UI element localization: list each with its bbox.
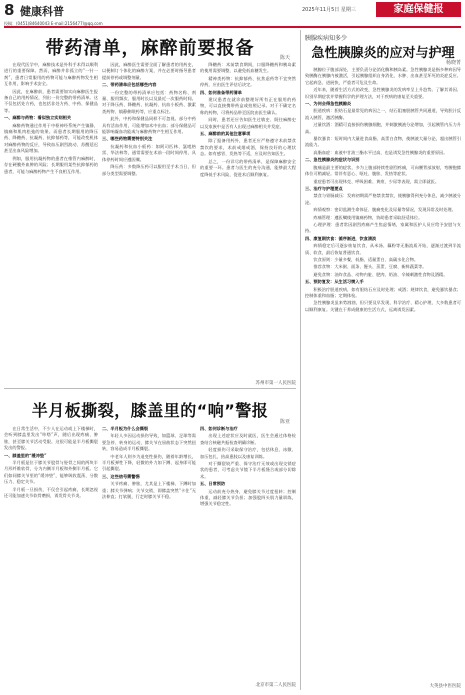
page-header: [0, 0, 465, 20]
body-paragraph: 过量饮酒：酒精可直接损伤胰腺细胞，并刺激胰液分泌增加，引起胰管内压力升高。: [305, 122, 461, 134]
page-section-name: 健康科普: [20, 5, 64, 18]
body-paragraph: 降糖药：术前禁食期间，口服降糖药和胰岛素的使用需要调整，以避免低血糖发生。: [200, 62, 296, 74]
article2-column-2: [102, 426, 196, 688]
article1-column-2: [102, 62, 196, 387]
body-paragraph: 麻醉药物通过作用于中枢神经系统产生镇静、镇痛和肌肉松弛的效果。而患者长期服用的降压药、降糖药、抗凝药、抗抑郁药等，可能改变机体对麻醉药物的反应，导致血压剧烈波动、苏醒延迟甚至出血风险增加。: [4, 122, 98, 154]
section-subheading: 一、麻醉与药物：看似独立实则相关: [4, 115, 72, 121]
body-paragraph: 在日常生活中，不少人在运动或上下楼梯时，会听到膝盖里发出“咔嗒”声，随后出现疼痛、肿胀，甚至膝关节活动受限。这很可能是半月板撕裂发出的警报。: [4, 426, 98, 451]
article3-byline: 杨晓菁: [445, 60, 461, 66]
article1-title: 带药清单，麻醉前要报备: [45, 38, 255, 59]
body-paragraph: 推荐食物：大米粥、面条、馒头、蒸蛋、豆腐、新鲜蔬菜等。: [313, 264, 427, 270]
body-paragraph: 饮食原则：少量多餐，低脂、适量蛋白、高碳水化合物。: [313, 256, 419, 262]
page-number: 8: [4, 1, 15, 19]
section-subheading: 五、日常预防: [200, 481, 226, 487]
body-paragraph: 中老年人则多为退变性损伤，随着年龄增长，半月板弹性下降，轻微的外力如下蹲、起身即可能引起撕裂。: [102, 453, 196, 472]
contact-line: 投稿：(0451)84640043 E-mail:2156477l@qq.com: [4, 21, 103, 26]
article1-byline: 陈天: [279, 55, 290, 61]
section-subheading: 三、这些信号需警惕: [102, 473, 140, 479]
section-subheading: 四、如何准备带药清单: [200, 89, 242, 95]
body-paragraph: 此外，中药和保健品同样不可忽视。部分中药具有活血作用，可能增加术中出血；部分保健品可能影响凝血功能或与麻醉药物产生相互作用。: [102, 116, 196, 135]
body-paragraph: 急性胰腺炎虽来势汹汹，但只要及早发现、科学治疗、精心护理，大多数患者可以顺利康复。关键在于养成健康的生活方式，远离诱发因素。: [305, 300, 461, 312]
article1-source: 苏州市第一人民医院: [255, 381, 296, 386]
body-paragraph: 积极治疗胆道疾病，如有胆结石应及时处理；戒酒；规律饮食，避免暴饮暴食；控制体重和血脂；定期体检。: [305, 286, 461, 298]
date-line: 2025年11月5日 星期三: [302, 7, 356, 13]
article3-title: 急性胰腺炎的应对与护理: [311, 46, 455, 61]
body-paragraph: 关节疼痛、肿胀，尤其是上下楼梯、下蹲时加重；膝关节弹响；关节交锁，即膝盖突然“卡住”无法伸直；打软腿，行走时膝关节不稳。: [102, 481, 196, 500]
body-paragraph: 精神类药物：抗抑郁药、抗焦虑药等不宜突然停药，应由医生评估后决定。: [200, 75, 296, 88]
article2-column-1: [4, 426, 98, 688]
body-paragraph: 一份完整的带药清单应包括：药物名称、剂量、服用频次、服用时长以及最近一次服药时间。对于降压药、降糖药、抗凝药、抗血小板药、激素类药物、镇静催眠药等，应重点标注。: [102, 89, 196, 114]
article2-column-3: [200, 426, 296, 681]
article1-column-1: [4, 62, 98, 387]
article3-kicker: 胰腺疾病知多少: [305, 35, 348, 42]
body-paragraph: 因此，麻醉医生需要全面了解患者的用药史，以便制订个体化的麻醉方案，并在必要时指导患者提前停药或调整剂量。: [102, 62, 196, 80]
body-paragraph: 总之，一份详尽的带药清单，是保障麻醉安全的重要一环。患者与医生的充分沟通，能够最大程度降低手术风险，促进术后顺利康复。: [200, 158, 296, 177]
body-paragraph: 避免食物：油炸食品、动物内脏、肥肉、奶油、辛辣刺激性食物及酒精。: [313, 271, 448, 277]
section-subheading: 一、膝盖里的“缓冲垫”: [4, 452, 47, 458]
body-paragraph: 降压药：多数降压药可以服用至手术当日，但部分类型需要调整。: [102, 164, 196, 176]
body-paragraph: 出现上述症状应及时就医，医生会通过体格检查结合核磁共振检查明确诊断。: [200, 433, 296, 445]
body-paragraph: 暴饮暴食：短时间内大量进食高脂、高蛋白食物，使胰液大量分泌，超出胰管引流能力。: [305, 136, 461, 148]
body-paragraph: 病情观察：密切监测生命体征、腹痛变化及尿量等情况，发现异常及时处理。: [313, 207, 456, 213]
body-paragraph: 对于撕裂较严重、保守治疗无效或出现交锁症状的患者，可考虑关节镜下半月板缝合或部分切除术。: [200, 461, 296, 479]
body-paragraph: 近年来，随着生活方式的改变，急性胰腺炎的发病率呈上升趋势。了解其诱因、识别早期症状并掌握科学的护理方法，对于疾病的康复至关重要。: [305, 87, 461, 99]
body-paragraph: 疼痛管理：遵医嘱使用镇痛药物，协助患者采取舒适体位。: [313, 214, 423, 220]
body-paragraph: 胰腺位于腹部深处，主要负责分泌消化酶和胰岛素。急性胰腺炎是指多种病因导致胰酶在胰腺内被激活，引起胰腺组织自身消化、水肿、出血甚至坏死的炎症反应。它起病急、进展快，严重者可危及生命。: [305, 67, 461, 85]
body-paragraph: 半月板是位于膝关节股骨与胫骨之间的两块半月形纤维软骨，分为内侧半月板和外侧半月板。它们如同膝关节里的“缓冲垫”，能够吸收震荡、分散压力、稳定关节。: [4, 460, 98, 485]
section-subheading: 三、哪些药物需要特别关注: [102, 136, 153, 142]
body-paragraph: 建议患者在就诊前整理好所有正在服用的药物，可以直接携带药盒或拍照记录。对于不确定名称的药物，可将药品带至医院由医生确认。: [200, 97, 296, 115]
body-paragraph: 同时，患者还应告知医生过敏史、既往麻醉史以及家族中是否有人出现过麻醉相关并发症。: [200, 117, 296, 129]
body-paragraph: 腹痛是最主要的症状，多为上腹部持续性剧烈疼痛，可向腰背部放射，弯腰抱膝体位可稍减轻。常伴有恶心、呕吐、腹胀、发热等症状。: [305, 164, 461, 177]
body-paragraph: 禁食与胃肠减压：发病初期需严格禁食禁饮，使胰腺得到充分休息，减少胰液分泌。: [305, 193, 461, 205]
body-paragraph: 半月板一旦损伤，不仅会引起疼痛，长期忽视还可能加速关节软骨磨损，诱发骨关节炎。: [4, 486, 98, 499]
section-subheading: 二、带药清单应包括哪些内容: [102, 82, 157, 88]
section-subheading: 五、预防复发：从生活习惯入手: [305, 279, 364, 285]
section-subheading: 四、如何诊断与治疗: [200, 426, 238, 431]
newspaper-brand: 家庭保健报: [376, 2, 461, 17]
column-divider: [300, 30, 301, 690]
body-paragraph: 除了报备用药外，患者还应严格遵守术前禁食禁饮的要求，术前戒烟戒酒，保持良好的心理状态。如有感冒、发热等不适，应及时告知医生。: [200, 138, 296, 157]
body-paragraph: 胆道疾病：胆结石是最常见的病因之一，结石阻塞胆胰管共同通道，导致胆汁反流入胰管，激活胰酶。: [305, 108, 461, 120]
article3-body: [305, 67, 461, 680]
body-paragraph: 在现代医学中，麻醉技术是外科手术得以顺利进行的重要保障。然而，麻醉并非孤立的“一针一剂”，患者日常服用的药物可能与麻醉药物发生相互作用，影响手术安全。: [4, 62, 98, 87]
article3-source: 大英县中医医院: [429, 684, 461, 689]
body-paragraph: 抗凝药和抗血小板药：如阿司匹林、氯吡格雷、华法林等，通常需要在术前一段时间停用，具体停药时间应遵医嘱。: [102, 143, 196, 162]
body-paragraph: 重症患者可出现休克、呼吸困难、黄疸、少尿等表现，需立即就医。: [313, 178, 440, 184]
section-subheading: 二、半月板为什么会撕裂: [102, 426, 149, 431]
section-subheading: 五、麻醉前的其他注意事项: [200, 131, 251, 137]
body-paragraph: 心理护理：患者常因剧烈疼痛产生焦虑情绪，家属和医护人员应给予安慰与支持。: [305, 221, 461, 234]
section-subheading: 二、急性胰腺炎的症状与识别: [305, 157, 360, 163]
article-divider: [4, 388, 296, 389]
header-rule: [4, 26, 461, 28]
article1-column-3: [200, 62, 296, 380]
body-paragraph: 因此，在麻醉前，患者需要如实向麻醉医生报备自己的用药情况，列出一份完整的带药清单。这不仅包括处方药，也包括非处方药、中药、保健品等。: [4, 88, 98, 113]
body-paragraph: 高脂血症：血液中甘油三酯水平过高，也是诱发急性胰腺炎的重要原因。: [313, 149, 448, 155]
section-subheading: 一、为何会得急性胰腺炎: [305, 101, 352, 107]
section-subheading: 四、康复期饮食：循序渐进，饮食清淡: [305, 235, 377, 241]
body-paragraph: 病情稳定后可逐步恢复饮食，从米汤、藕粉等无脂流质开始，逐渐过渡到半流质、软食，最后恢复普通饮食。: [305, 243, 461, 255]
body-paragraph: 轻度损伤可采取保守治疗，包括休息、冰敷、加压包扎、抬高患肢以及康复训练。: [200, 447, 296, 459]
body-paragraph: 年轻人多因运动损伤导致，如篮球、足球等需要急停、转身的运动，膝关节在屈曲状态下突然扭转，容易造成半月板撕裂。: [102, 433, 196, 452]
article2-title: 半月板撕裂，膝盖里的“响”警报: [31, 401, 269, 420]
body-paragraph: 例如，服用抗凝药物的患者在椎管内麻醉时，存在硬膜外血肿的风险；长期服用某些抗抑郁药的患者，可能与麻醉药物产生不良相互作用。: [4, 155, 98, 174]
article2-byline: 陈亚: [279, 419, 290, 425]
body-paragraph: 运动前充分热身，避免膝关节过度扭转；控制体重，减轻膝关节负担；加强股四头肌力量训练，增强关节稳定性。: [200, 488, 296, 507]
section-subheading: 三、治疗与护理要点: [305, 185, 343, 191]
article2-source: 北京市第二人民医院: [255, 683, 296, 688]
